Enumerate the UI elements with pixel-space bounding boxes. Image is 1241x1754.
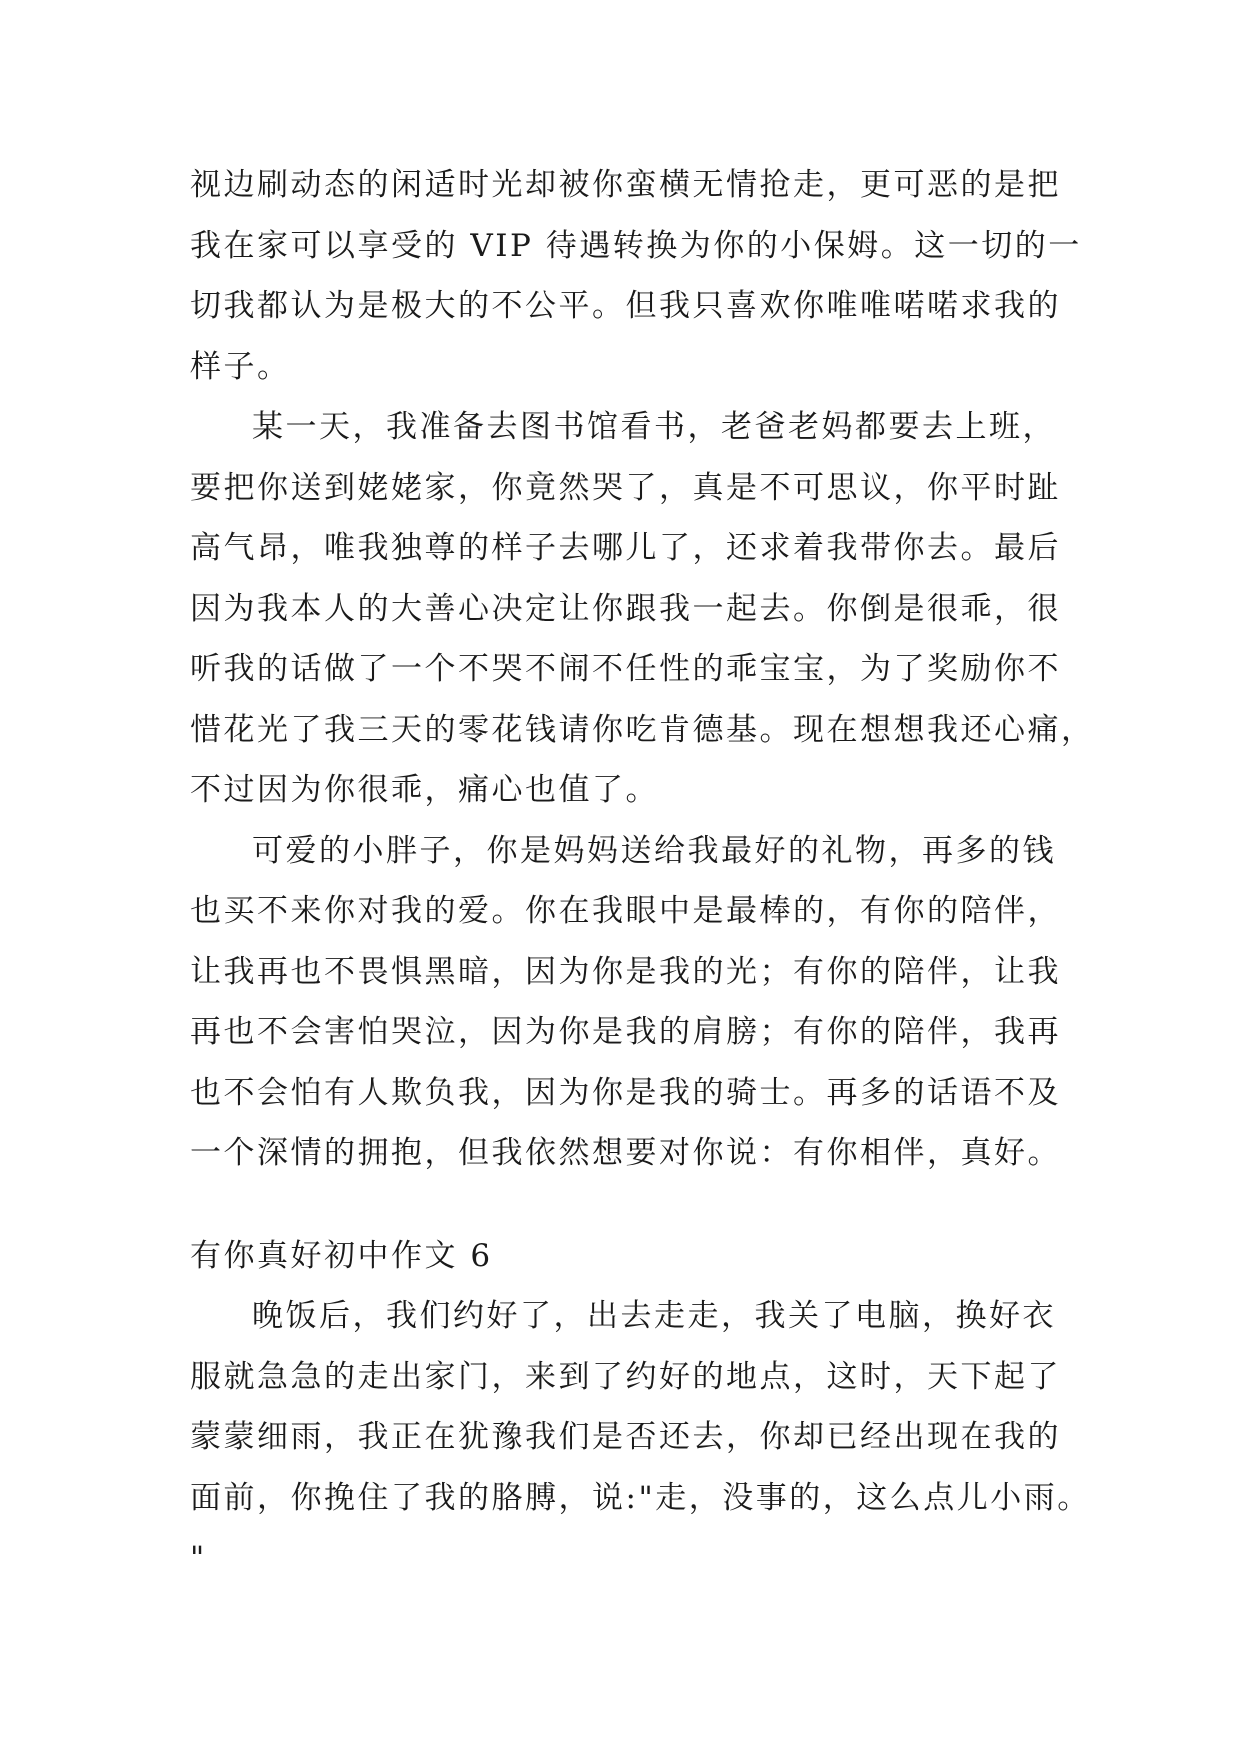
- paragraph-line: ": [190, 1540, 207, 1576]
- paragraph-1: [190, 155, 1082, 397]
- paragraph-line: 可爱的小胖子，你是妈妈送给我最好的礼物，再多的钱: [252, 832, 1056, 869]
- paragraph-line: 不过因为你很乖，痛心也值了。: [190, 772, 659, 808]
- section-heading: 有你真好初中作文 6: [190, 1237, 493, 1274]
- paragraph-4: [190, 1286, 1091, 1589]
- paragraph-line: 样子。: [190, 348, 291, 385]
- paragraph-line: 因为我本人的大善心决定让你跟我一起去。你倒是很乖，很: [190, 590, 1061, 627]
- paragraph-line: 让我再也不畏惧黑暗，因为你是我的光；有你的陪伴，让我: [190, 953, 1061, 990]
- paragraph-3: [190, 821, 1070, 1184]
- paragraph-line: 也不会怕有人欺负我，因为你是我的骑士。再多的话语不及: [190, 1074, 1061, 1111]
- paragraph-line: 面前，你挽住了我的胳膊，说:"走，没事的，这么点儿小雨。: [190, 1479, 1091, 1516]
- paragraph-line: 某一天，我准备去图书馆看书，老爸老妈都要去上班，: [252, 409, 1056, 445]
- paragraph-2: [190, 397, 1095, 821]
- paragraph-line: 再也不会害怕哭泣，因为你是我的肩膀；有你的陪伴，我再: [190, 1014, 1061, 1050]
- paragraph-line: 服就急急的走出家门，来到了约好的地点，这时，天下起了: [190, 1358, 1061, 1395]
- document-page: [190, 155, 1095, 1589]
- paragraph-line: 视边刷动态的闲适时光却被你蛮横无情抢走，更可恶的是把: [190, 167, 1061, 203]
- section-gap: [190, 1184, 1070, 1226]
- paragraph-line: 我在家可以享受的 VIP 待遇转换为你的小保姆。这一切的一: [190, 227, 1082, 264]
- paragraph-line: 高气昂，唯我独尊的样子去哪儿了，还求着我带你去。最后: [190, 530, 1061, 566]
- paragraph-line: 也买不来你对我的爱。你在我眼中是最棒的，有你的陪伴，: [190, 893, 1061, 929]
- paragraph-line: 惜花光了我三天的零花钱请你吃肯德基。现在想想我还心痛，: [190, 711, 1095, 748]
- paragraph-line: 切我都认为是极大的不公平。但我只喜欢你唯唯喏喏求我的: [190, 288, 1061, 324]
- paragraph-line: 要把你送到姥姥家，你竟然哭了，真是不可思议，你平时趾: [190, 469, 1061, 506]
- paragraph-line: 蒙蒙细雨，我正在犹豫我们是否还去，你却已经出现在我的: [190, 1419, 1061, 1455]
- paragraph-line: 晚饭后，我们约好了，出去走走，我关了电脑，换好衣: [252, 1298, 1056, 1334]
- paragraph-line: 听我的话做了一个不哭不闹不任性的乖宝宝，为了奖励你不: [190, 651, 1061, 687]
- paragraph-line: 一个深情的拥抱，但我依然想要对你说：有你相伴，真好。: [190, 1135, 1061, 1171]
